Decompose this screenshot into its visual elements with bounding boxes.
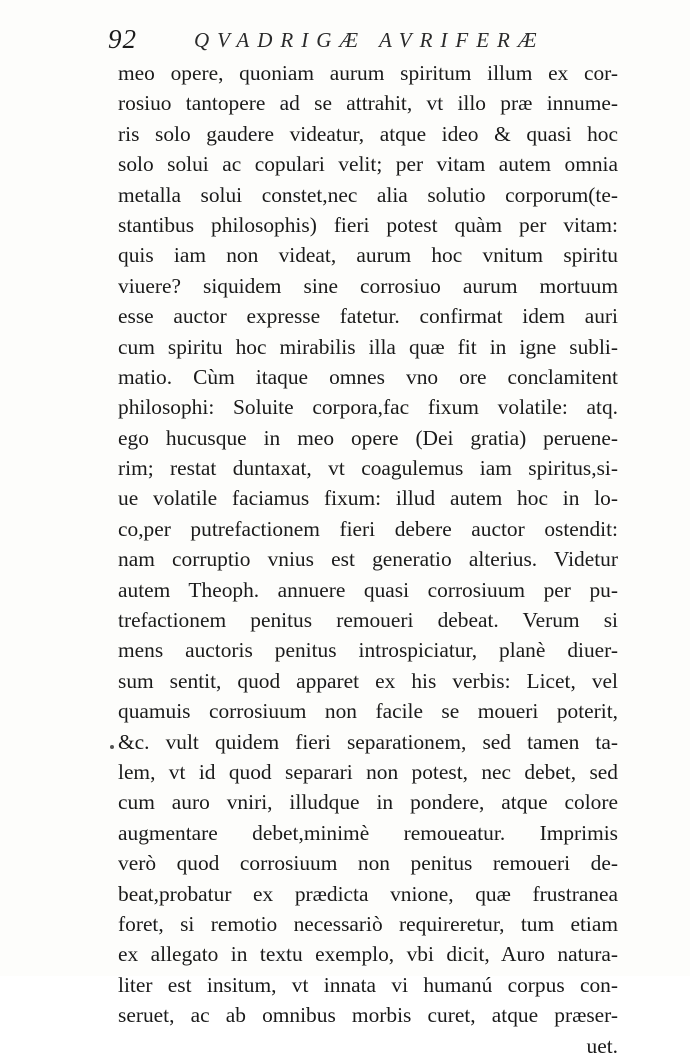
text-line: ris solo gaudere videatur, atque ideo & quasi hoc [118, 121, 618, 146]
running-head: QVADRIGÆ AVRIFERÆ [194, 28, 545, 52]
text-line: quis iam non videat, aurum hoc vnitum spiritu [118, 243, 618, 268]
text-line: sum sentit, quod apparet ex his verbis: Licet, vel [118, 668, 618, 693]
text-line: rim; restat duntaxat, vt coagulemus iam spiritus,si- [118, 456, 618, 481]
text-line: esse auctor expresse fatetur. confirmat idem auri [118, 304, 618, 329]
text-line: &c. vult quidem fieri separationem, sed tamen ta- [118, 729, 618, 754]
page-number: 92 [108, 24, 137, 54]
text-line: cum auro vniri, illudque in pondere, atque colore [118, 790, 618, 815]
text-line: co,per putrefactionem fieri debere auctor ostendit: [118, 516, 618, 541]
text-line: philosophi: Soluite corpora,fac fixum volatile: atq. [118, 395, 618, 420]
text-line: autem Theoph. annuere quasi corrosiuum per pu- [118, 577, 618, 602]
text-line: liter est insitum, vt innata vi humanú corpus con- [118, 972, 618, 997]
text-line: ue volatile faciamus fixum: illud autem hoc in lo- [118, 486, 618, 511]
text-line: ego hucusque in meo opere (Dei gratia) peruene- [118, 425, 618, 450]
text-line: quamuis corrosiuum non facile se moueri poterit, [118, 699, 618, 724]
ink-spot [110, 745, 114, 749]
text-line-final: uet. [586, 1033, 618, 1058]
page-header [108, 24, 578, 60]
text-line: cum spiritu hoc mirabilis illa quæ fit in igne subli- [118, 334, 618, 359]
text-line: matio. Cùm itaque omnes vno ore conclamitent [118, 364, 618, 389]
text-line: nam corruptio vnius est generatio alterius. Videtur [118, 547, 618, 572]
body-text [118, 58, 618, 1061]
text-line: rosiuo tantopere ad se attrahit, vt illo præ innume- [118, 91, 618, 116]
text-line: mens auctoris penitus introspiciatur, planè diuer- [118, 638, 618, 663]
text-line: viuere? siquidem sine corrosiuo aurum mortuum [118, 273, 618, 298]
text-line: trefactionem penitus remoueri debeat. Verum si [118, 608, 618, 633]
text-line: solo solui ac copulari velit; per vitam autem omnia [118, 152, 618, 177]
text-line: stantibus philosophis) fieri potest quàm per vitam: [118, 212, 618, 237]
text-line: meo opere, quoniam aurum spiritum illum ex cor- [118, 61, 618, 85]
text-line: ex allegato in textu exemplo, vbi dicit, Auro natura- [118, 942, 618, 967]
text-line: foret, si remotio necessariò requireretur, tum etiam [118, 911, 618, 936]
text-line: augmentare debet,minimè remoueatur. Imprimis [118, 820, 618, 845]
text-line: beat,probatur ex prædicta vnione, quæ frustranea [118, 881, 618, 906]
text-line: lem, vt id quod separari non potest, nec debet, sed [118, 759, 618, 784]
text-line: metalla solui constet,nec alia solutio corporum(te- [118, 182, 618, 207]
text-line: seruet, ac ab omnibus morbis curet, atque præser- [118, 1003, 618, 1028]
text-line: verò quod corrosiuum non penitus remoueri de- [118, 851, 618, 876]
